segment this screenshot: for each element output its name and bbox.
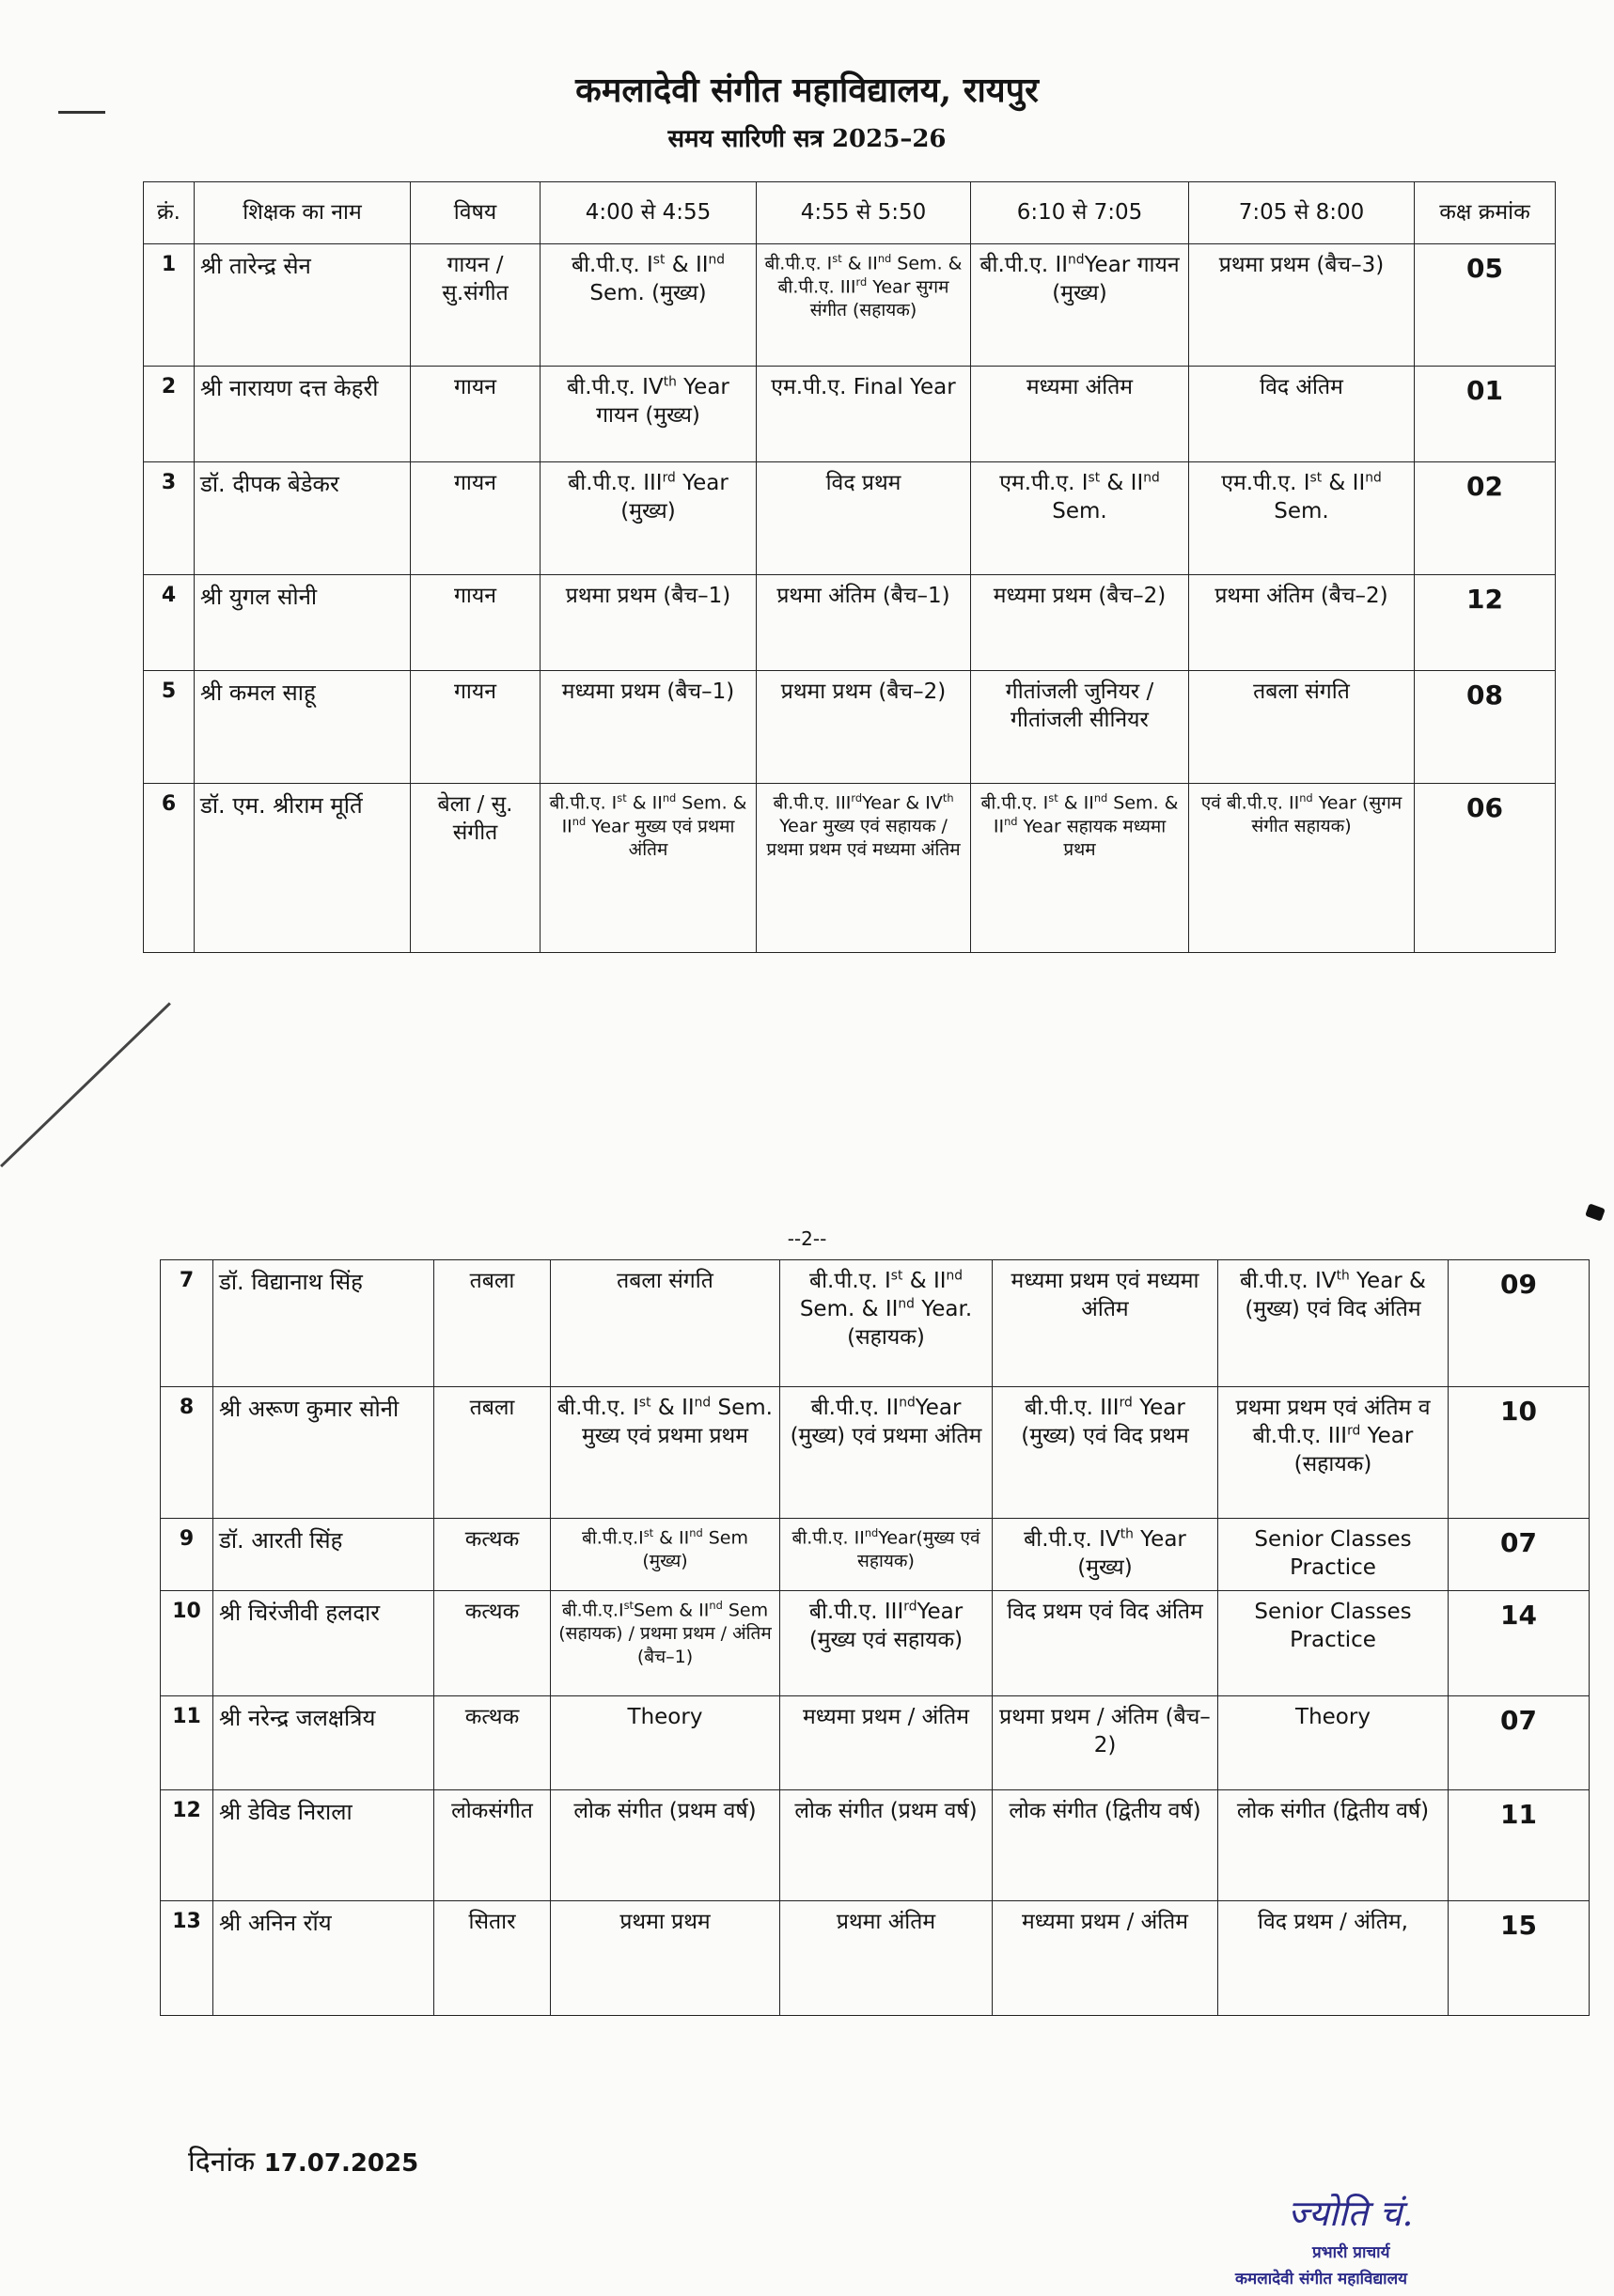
slot-1: बी.पी.ए.Ist & IInd Sem (मुख्य) bbox=[551, 1519, 780, 1591]
subject: कत्थक bbox=[434, 1519, 551, 1591]
row-serial: 12 bbox=[161, 1790, 213, 1901]
subject: तबला bbox=[434, 1260, 551, 1387]
slot-3: मध्यमा अंतिम bbox=[971, 367, 1189, 462]
slot-3: मध्यमा प्रथम / अंतिम bbox=[993, 1901, 1218, 2016]
row-serial: 1 bbox=[144, 244, 195, 367]
col-header-slot4: 7:05 से 8:00 bbox=[1189, 182, 1415, 244]
room-number: 09 bbox=[1449, 1260, 1590, 1387]
room-number: 15 bbox=[1449, 1901, 1590, 2016]
date-line bbox=[188, 2141, 418, 2179]
slot-4: प्रथमा प्रथम एवं अंतिम व बी.पी.ए. IIIrd Year (सहायक) bbox=[1218, 1387, 1449, 1519]
subject: कत्थक bbox=[434, 1591, 551, 1696]
subject: सितार bbox=[434, 1901, 551, 2016]
teacher-name: डॉ. दीपक बेडेकर bbox=[195, 462, 411, 575]
col-header-subject: विषय bbox=[411, 182, 541, 244]
slot-1: लोक संगीत (प्रथम वर्ष) bbox=[551, 1790, 780, 1901]
room-number: 12 bbox=[1415, 575, 1556, 671]
row-serial: 11 bbox=[161, 1696, 213, 1790]
col-header-teacher: शिक्षक का नाम bbox=[195, 182, 411, 244]
slot-4: तबला संगति bbox=[1189, 671, 1415, 784]
col-header-serial: क्रं. bbox=[144, 182, 195, 244]
table-row bbox=[161, 1696, 1590, 1790]
row-serial: 7 bbox=[161, 1260, 213, 1387]
slot-4: विद प्रथम / अंतिम, bbox=[1218, 1901, 1449, 2016]
slot-3: लोक संगीत (द्वितीय वर्ष) bbox=[993, 1790, 1218, 1901]
subject: बेला / सु. संगीत bbox=[411, 784, 541, 953]
room-number: 07 bbox=[1449, 1519, 1590, 1591]
table-row bbox=[161, 1519, 1590, 1591]
teacher-name: श्री युगल सोनी bbox=[195, 575, 411, 671]
table-row bbox=[161, 1591, 1590, 1696]
slot-3: एम.पी.ए. Ist & IInd Sem. bbox=[971, 462, 1189, 575]
subject: लोकसंगीत bbox=[434, 1790, 551, 1901]
slot-2: बी.पी.ए. IIndYear(मुख्य एवं सहायक) bbox=[780, 1519, 993, 1591]
slot-4: प्रथमा प्रथम (बैच–3) bbox=[1189, 244, 1415, 367]
stray-ink-mark bbox=[1585, 1203, 1606, 1221]
slot-2: बी.पी.ए. Ist & IInd Sem. & बी.पी.ए. IIIrd Year सुगम संगीत (सहायक) bbox=[757, 244, 971, 367]
teacher-name: श्री नारायण दत्त केहरी bbox=[195, 367, 411, 462]
subject: गायन bbox=[411, 671, 541, 784]
slot-1: तबला संगति bbox=[551, 1260, 780, 1387]
subject: गायन bbox=[411, 462, 541, 575]
slot-2: बी.पी.ए. Ist & IInd Sem. & IInd Year. (सहायक) bbox=[780, 1260, 993, 1387]
seal-line-2: कमलादेवी संगीत महाविद्यालय bbox=[1235, 2270, 1407, 2288]
slot-1: बी.पी.ए. IIIrd Year (मुख्य) bbox=[541, 462, 757, 575]
row-serial: 2 bbox=[144, 367, 195, 462]
teacher-name: डॉ. एम. श्रीराम मूर्ति bbox=[195, 784, 411, 953]
slot-3: प्रथमा प्रथम / अंतिम (बैच–2) bbox=[993, 1696, 1218, 1790]
teacher-name: श्री चिरंजीवी हलदार bbox=[213, 1591, 434, 1696]
room-number: 10 bbox=[1449, 1387, 1590, 1519]
slot-4: लोक संगीत (द्वितीय वर्ष) bbox=[1218, 1790, 1449, 1901]
slot-4: Senior Classes Practice bbox=[1218, 1591, 1449, 1696]
table-row bbox=[144, 462, 1556, 575]
slot-2: प्रथमा प्रथम (बैच–2) bbox=[757, 671, 971, 784]
slot-2: प्रथमा अंतिम bbox=[780, 1901, 993, 2016]
principal-seal-signature bbox=[1222, 2190, 1598, 2293]
subject: तबला bbox=[434, 1387, 551, 1519]
slot-1: बी.पी.ए. Ist & IInd Sem. & IInd Year मुख्य एवं प्रथमा अंतिम bbox=[541, 784, 757, 953]
slot-1: Theory bbox=[551, 1696, 780, 1790]
room-number: 07 bbox=[1449, 1696, 1590, 1790]
slot-1: मध्यमा प्रथम (बैच–1) bbox=[541, 671, 757, 784]
slot-1: बी.पी.ए. Ist & IInd Sem. मुख्य एवं प्रथमा प्रथम bbox=[551, 1387, 780, 1519]
room-number: 11 bbox=[1449, 1790, 1590, 1901]
room-number: 08 bbox=[1415, 671, 1556, 784]
slot-3: बी.पी.ए. IIndYear गायन (मुख्य) bbox=[971, 244, 1189, 367]
table-header-row bbox=[144, 182, 1556, 244]
slot-2: बी.पी.ए. IIIrdYear & IVth Year मुख्य एवं सहायक / प्रथमा प्रथम एवं मध्यमा अंतिम bbox=[757, 784, 971, 953]
teacher-name: श्री डेविड निराला bbox=[213, 1790, 434, 1901]
row-serial: 9 bbox=[161, 1519, 213, 1591]
teacher-name: श्री कमल साहू bbox=[195, 671, 411, 784]
room-number: 02 bbox=[1415, 462, 1556, 575]
teacher-name: श्री अरूण कुमार सोनी bbox=[213, 1387, 434, 1519]
slot-1: प्रथमा प्रथम (बैच–1) bbox=[541, 575, 757, 671]
slot-1: बी.पी.ए.IstSem & IInd Sem (सहायक) / प्रथमा प्रथम / अंतिम (बैच–1) bbox=[551, 1591, 780, 1696]
page-number: --2-- bbox=[787, 1227, 827, 1250]
date-value: 17.07.2025 bbox=[263, 2149, 419, 2178]
row-serial: 4 bbox=[144, 575, 195, 671]
date-label: दिनांक bbox=[188, 2146, 256, 2179]
page-title: कमलादेवी संगीत महाविद्यालय, रायपुर bbox=[575, 70, 1039, 110]
table-row bbox=[144, 575, 1556, 671]
slot-2: एम.पी.ए. Final Year bbox=[757, 367, 971, 462]
timetable-page2 bbox=[160, 1259, 1590, 2016]
table-row bbox=[161, 1901, 1590, 2016]
slot-2: मध्यमा प्रथम / अंतिम bbox=[780, 1696, 993, 1790]
slot-3: गीतांजली जुनियर / गीतांजली सीनियर bbox=[971, 671, 1189, 784]
signature: ज्योति चं. bbox=[1288, 2193, 1414, 2234]
slot-4: Theory bbox=[1218, 1696, 1449, 1790]
row-serial: 6 bbox=[144, 784, 195, 953]
slot-1: प्रथमा प्रथम bbox=[551, 1901, 780, 2016]
table-row bbox=[144, 784, 1556, 953]
slot-2: प्रथमा अंतिम (बैच–1) bbox=[757, 575, 971, 671]
table-body-page1 bbox=[144, 244, 1556, 953]
teacher-name: श्री अनिन रॉय bbox=[213, 1901, 434, 2016]
table-row bbox=[161, 1387, 1590, 1519]
table-body-page2 bbox=[161, 1260, 1590, 2016]
slot-4: बी.पी.ए. IVth Year & (मुख्य) एवं विद अंतिम bbox=[1218, 1260, 1449, 1387]
col-header-slot2: 4:55 से 5:50 bbox=[757, 182, 971, 244]
teacher-name: श्री तारेन्द्र सेन bbox=[195, 244, 411, 367]
seal-line-1: प्रभारी प्राचार्य bbox=[1312, 2243, 1390, 2262]
row-serial: 8 bbox=[161, 1387, 213, 1519]
row-serial: 5 bbox=[144, 671, 195, 784]
subject: गायन bbox=[411, 575, 541, 671]
scan-edge-line bbox=[0, 1002, 171, 1167]
subject: गायन bbox=[411, 367, 541, 462]
col-header-room: कक्ष क्रमांक bbox=[1415, 182, 1556, 244]
teacher-name: डॉ. आरती सिंह bbox=[213, 1519, 434, 1591]
slot-2: बी.पी.ए. IIndYear (मुख्य) एवं प्रथमा अंतिम bbox=[780, 1387, 993, 1519]
slot-2: लोक संगीत (प्रथम वर्ष) bbox=[780, 1790, 993, 1901]
page-subtitle: समय सारिणी सत्र 2025–26 bbox=[667, 125, 947, 153]
teacher-name: डॉ. विद्यानाथ सिंह bbox=[213, 1260, 434, 1387]
slot-3: बी.पी.ए. IIIrd Year (मुख्य) एवं विद प्रथम bbox=[993, 1387, 1218, 1519]
slot-3: बी.पी.ए. IVth Year (मुख्य) bbox=[993, 1519, 1218, 1591]
col-header-slot3: 6:10 से 7:05 bbox=[971, 182, 1189, 244]
slot-2: बी.पी.ए. IIIrdYear (मुख्य एवं सहायक) bbox=[780, 1591, 993, 1696]
slot-4: एवं बी.पी.ए. IInd Year (सुगम संगीत सहायक) bbox=[1189, 784, 1415, 953]
slot-3: बी.पी.ए. Ist & IInd Sem. & IInd Year सहायक मध्यमा प्रथम bbox=[971, 784, 1189, 953]
slot-1: बी.पी.ए. Ist & IInd Sem. (मुख्य) bbox=[541, 244, 757, 367]
slot-2: विद प्रथम bbox=[757, 462, 971, 575]
table-row bbox=[144, 367, 1556, 462]
timetable-page1 bbox=[143, 181, 1556, 953]
row-serial: 13 bbox=[161, 1901, 213, 2016]
row-serial: 3 bbox=[144, 462, 195, 575]
col-header-slot1: 4:00 से 4:55 bbox=[541, 182, 757, 244]
room-number: 14 bbox=[1449, 1591, 1590, 1696]
row-serial: 10 bbox=[161, 1591, 213, 1696]
slot-4: Senior Classes Practice bbox=[1218, 1519, 1449, 1591]
room-number: 05 bbox=[1415, 244, 1556, 367]
room-number: 01 bbox=[1415, 367, 1556, 462]
teacher-name: श्री नरेन्द्र जलक्षत्रिय bbox=[213, 1696, 434, 1790]
subject: गायन / सु.संगीत bbox=[411, 244, 541, 367]
table-row bbox=[144, 244, 1556, 367]
slot-4: विद अंतिम bbox=[1189, 367, 1415, 462]
slot-4: प्रथमा अंतिम (बैच–2) bbox=[1189, 575, 1415, 671]
slot-3: मध्यमा प्रथम (बैच–2) bbox=[971, 575, 1189, 671]
table-row bbox=[161, 1790, 1590, 1901]
subject: कत्थक bbox=[434, 1696, 551, 1790]
slot-3: विद प्रथम एवं विद अंतिम bbox=[993, 1591, 1218, 1696]
table-row bbox=[144, 671, 1556, 784]
table-row bbox=[161, 1260, 1590, 1387]
slot-4: एम.पी.ए. Ist & IInd Sem. bbox=[1189, 462, 1415, 575]
slot-1: बी.पी.ए. IVth Year गायन (मुख्य) bbox=[541, 367, 757, 462]
room-number: 06 bbox=[1415, 784, 1556, 953]
slot-3: मध्यमा प्रथम एवं मध्यमा अंतिम bbox=[993, 1260, 1218, 1387]
